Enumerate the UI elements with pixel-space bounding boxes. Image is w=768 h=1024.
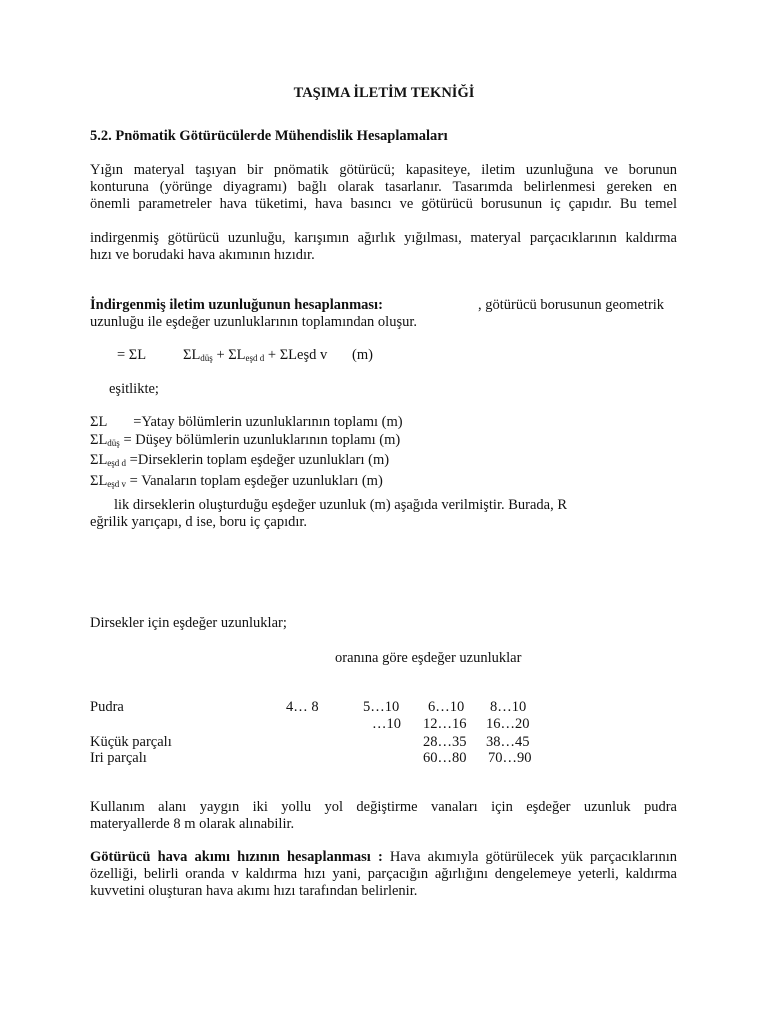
table-cell: 12…16 [423,716,467,732]
air-speed-label: Götürücü hava akımı hızının hesaplanması : [90,849,383,865]
table-cell: 16…20 [486,716,530,732]
definition-text: = Vanaların toplam eşdeğer uzunlukları (m) [126,472,383,489]
formula-sub-esd-d: eşd d [245,353,265,363]
formula-plus-l: + ΣL [212,347,246,363]
definition-text: =Dirseklerin toplam eşdeğer uzunlukları (m) [126,452,390,468]
valves-line-2: materyallerde 8 m olarak alınabilir. [90,816,295,832]
intro-line-3: önemli parametreler hava tüketimi, hava basıncı ve götürücü borusunun iç çapıdır. Bu temel [90,196,677,212]
definition-sub: düş [107,437,120,448]
table-cell: 6…10 [428,699,465,715]
formula-unit: (m) [352,347,373,363]
definition-symbol: ΣL [90,431,108,448]
intro-line-2: konturuna (yörünge diyagramı) bağlı olarak tasarlanır. Tasarımda belirlenmesi gereken en [90,179,677,195]
intro-line-5: hızı ve borudaki hava akımının hızıdır. [90,247,315,263]
definition-row [90,452,403,473]
table-cell: 70…90 [488,750,532,766]
elbow-note-line-1: lik dirseklerin oluşturduğu eşdeğer uzunluk (m) aşağıda verilmiştir. Burada, R [114,497,568,513]
air-speed-line-2: özelliği, belirli oranda v kaldırma hızı yani, parçacığın ağırlığını dengelemeye yeterli, kaldırma [90,866,677,882]
esitlikte-text: eşitlikte; [109,381,159,397]
definition-sub: eşd d [107,458,127,468]
table-cell-label: Iri parçalı [90,750,147,766]
table-cell: 38…45 [486,734,530,750]
table-cell-label: Pudra [90,699,124,715]
valves-line-1: Kullanım alanı yaygın iki yollu yol değiştirme vanaları için eşdeğer uzunluk pudra [90,799,677,815]
formula-sub-dus: düş [200,353,213,363]
definition-sub: eşd v [107,478,127,489]
reduced-length-rest: , götürücü borusunun geometrik [478,297,665,313]
reduced-length-heading [90,297,383,314]
definition-row [90,414,403,432]
intro-paragraph [90,162,677,213]
elbow-note-line-2: eğrilik yarıçapı, d ise, boru iç çapıdır. [90,514,308,530]
table-cell: …10 [372,716,401,732]
definition-symbol: ΣL [90,452,108,468]
intro-line-1: Yığın materyal taşıyan bir pnömatik götürücü; kapasiteye, iletim uzunluğuna ve borunun [90,162,677,178]
definition-symbol: ΣL [90,414,108,430]
definition-row [90,473,403,494]
air-speed-line-1 [90,849,677,866]
definitions-list [90,414,403,493]
reduced-length-label: İndirgenmiş iletim uzunluğunun hesaplanması: [90,297,383,313]
valves-paragraph [90,799,677,833]
table-cell: 28…35 [423,734,467,750]
formula-part-1: = ΣL [117,347,147,363]
table-cell: 60…80 [423,750,467,766]
table-cell: 8…10 [490,699,527,715]
elbows-title: Dirsekler için eşdeğer uzunluklar; [90,615,287,631]
air-speed-paragraph [90,849,677,900]
section-heading: 5.2. Pnömatik Götürücülerde Mühendislik Hesaplamaları [90,128,448,144]
table-header: oranına göre eşdeğer uzunluklar [335,650,522,666]
intro-paragraph-cont [90,230,677,264]
definition-row [90,432,403,453]
formula-sum-l: ΣL [183,347,201,363]
table-cell-label: Küçük parçalı [90,734,172,750]
elbow-table [0,699,768,769]
definition-symbol: ΣL [90,472,108,489]
definition-text: =Yatay bölümlerin uzunluklarının toplamı (m) [133,414,403,430]
air-speed-rest: Hava akımıyla götürülecek yük parçacıklarının [382,849,677,865]
air-speed-line-3: kuvvetini oluşturan hava akımı hızı tarafından belirlenir. [90,883,418,899]
table-cell: 4… 8 [286,699,319,715]
table-cell: 5…10 [363,699,400,715]
reduced-length-line-2: uzunluğu ile eşdeğer uzunluklarının toplamından oluşur. [90,314,417,330]
intro-line-4: indirgenmiş götürücü uzunluğu, karışımın ağırlık yığılması, materyal parçacıklarının kaldırma [90,230,677,246]
definition-text: = Düşey bölümlerin uzunluklarının toplamı (m) [119,431,401,448]
formula-main [183,347,327,364]
formula-plus-lesd-v: + ΣLeşd v [264,347,328,363]
page-title: TAŞIMA İLETİM TEKNİĞİ [293,85,475,101]
